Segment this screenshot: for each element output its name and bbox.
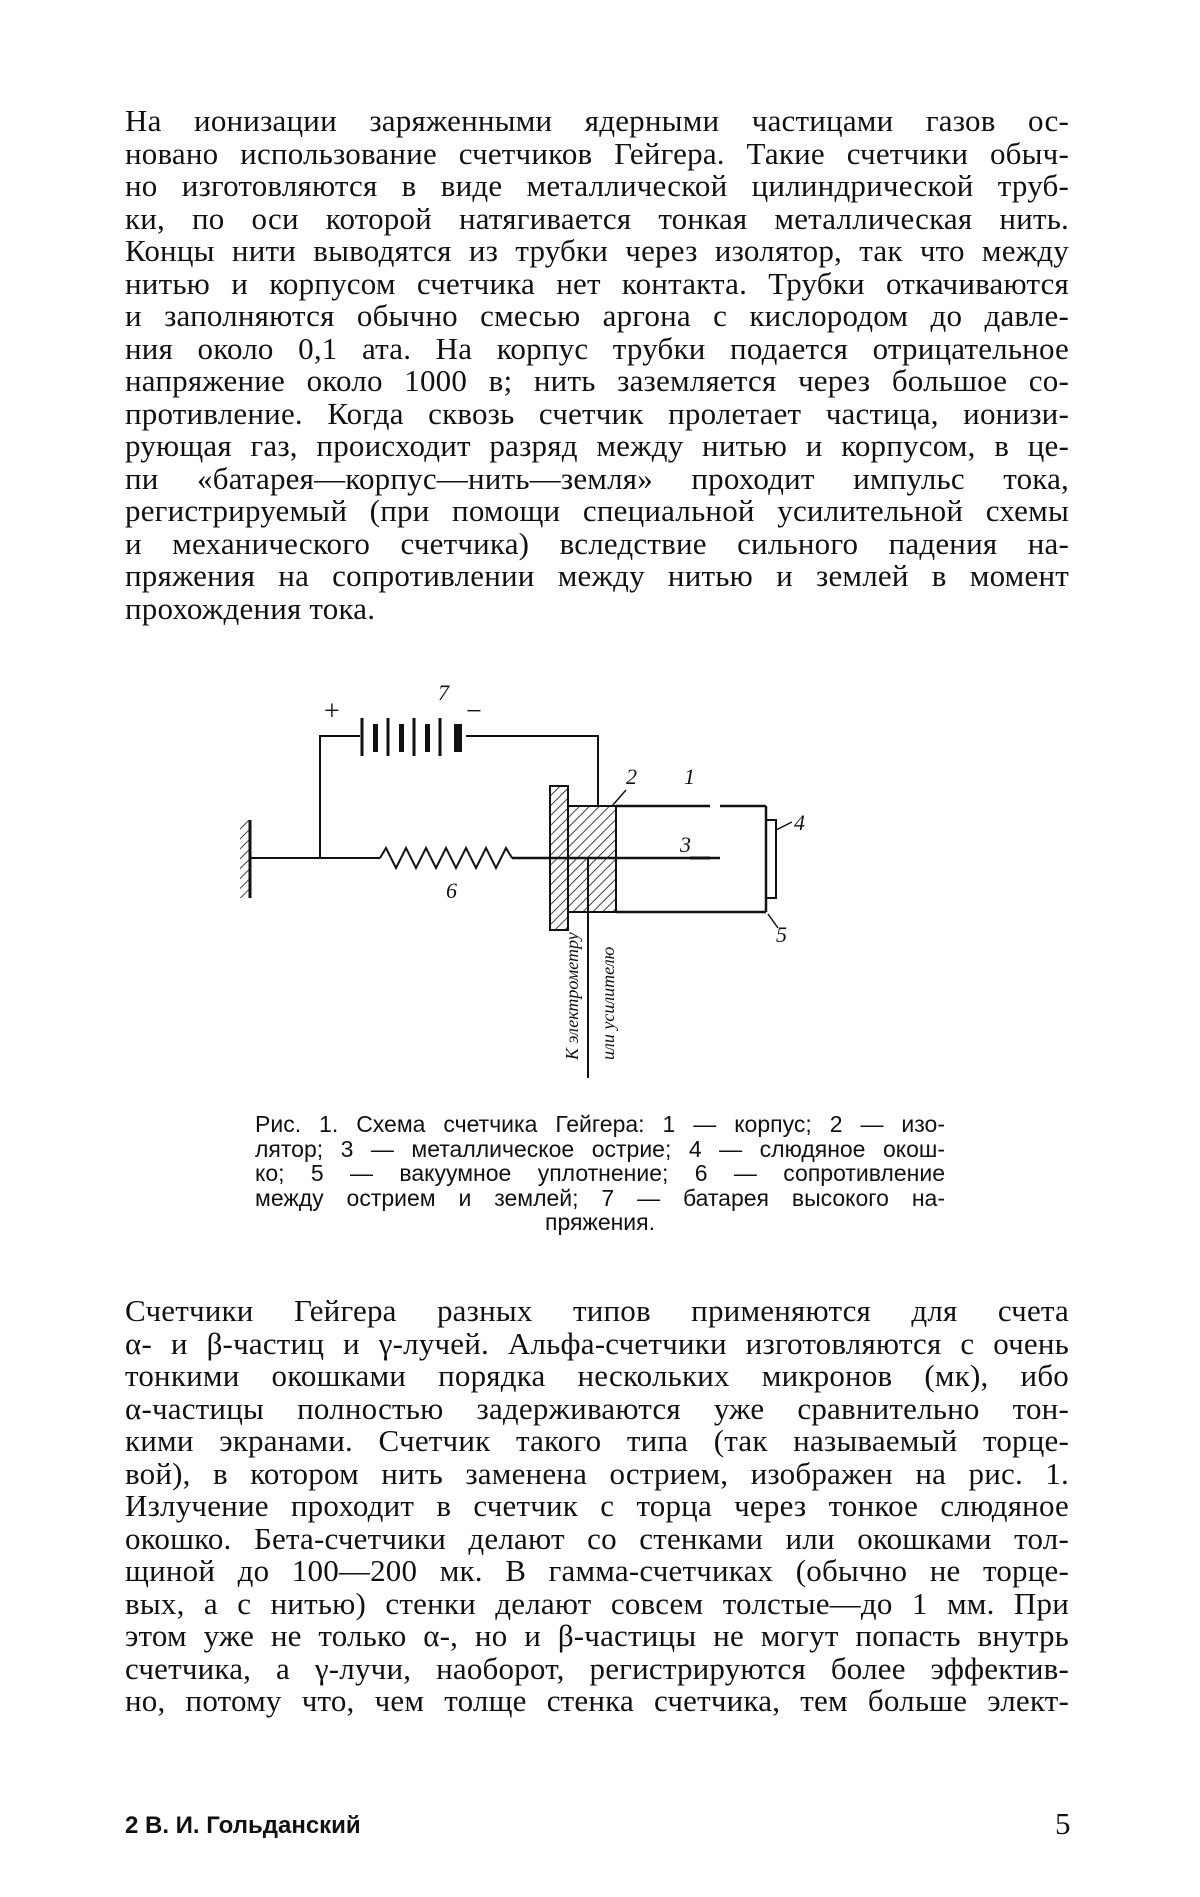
caption-line: между острием и землей; 7 — батарея высокого на-	[255, 1184, 945, 1211]
ground-symbol	[240, 820, 250, 898]
text-line: нитью и корпусом счетчика нет контакта. Трубки откачиваются	[125, 265, 1069, 301]
caption-line: лятор; 3 — металлическое острие; 4 — слюдяное окош-	[255, 1135, 945, 1162]
plus-sign: +	[324, 696, 340, 727]
page-number: 5	[1055, 1806, 1071, 1841]
label-resistor: 6	[446, 878, 457, 903]
label-window: 4	[794, 810, 805, 835]
caption-line: ко; 5 — вакуумное уплотнение; 6 — сопротивление	[255, 1160, 945, 1186]
text-line: Концы нити выводятся из трубки через изолятор, так что между	[125, 233, 1069, 268]
geiger-counter-diagram	[240, 680, 960, 1080]
text-line: пи «батарея—корпус—нить—земля» проходит импульс тока,	[125, 460, 1069, 496]
caption-line: пряжения.	[544, 1209, 655, 1235]
battery-wire	[320, 736, 360, 858]
text-line: и механического счетчика) вследствие сильного падения на-	[125, 525, 1069, 561]
figure-caption	[255, 1112, 945, 1235]
text-line: и заполняются обычно смесью аргона с кислородом до давле-	[125, 298, 1069, 333]
diagram-svg	[240, 680, 960, 1080]
lead-text-electrometer: К электрометру	[562, 932, 582, 1060]
text-line: ки, по оси которой натягивается тонкая металлическая нить.	[125, 200, 1069, 236]
text-line: прохождения тока.	[125, 590, 376, 626]
label-seal: 5	[776, 922, 787, 947]
label-body: 1	[684, 764, 695, 789]
insulator-flange	[550, 786, 568, 930]
text-line: α- и β-частиц и γ-лучей. Альфа-счетчики изготовляются с очень	[125, 1325, 1069, 1361]
text-line: тонкими окошками порядка нескольких микронов (мк), ибо	[125, 1358, 1069, 1393]
text-line: кими экранами. Счетчик такого типа (так называемый торце-	[125, 1423, 1069, 1458]
battery-wire-right	[466, 736, 598, 806]
text-line: пряжения на сопротивлении между нитью и землей в момент	[125, 558, 1069, 593]
text-line: противление. Когда сквозь счетчик пролетает частица, ионизи-	[125, 395, 1069, 431]
text-line: счетчика, а γ-лучи, наоборот, регистрируются более эффектив-	[125, 1650, 1069, 1686]
text-line: но, потому что, чем толще стенка счетчика, тем больше элект-	[125, 1683, 1069, 1718]
text-line: окошко. Бета-счетчики делают со стенками или окошками тол-	[125, 1520, 1069, 1556]
label-battery: 7	[438, 680, 449, 705]
text-line: α-частицы полностью задерживаются уже сравнительно тон-	[125, 1390, 1069, 1426]
text-line: напряжение около 1000 в; нить заземляется через большое со-	[125, 363, 1069, 398]
text-line: Излучение проходит в счетчик с торца через тонкое слюдяное	[125, 1488, 1069, 1523]
label-insulator: 2	[626, 764, 637, 789]
paragraph-geiger-intro	[125, 105, 1069, 625]
text-line: новано использование счетчиков Гейгера. Такие счетчики обыч-	[125, 135, 1069, 171]
text-line: рующая газ, происходит разряд между нитью и корпусом, в це-	[125, 428, 1069, 463]
text-line: регистрируемый (при помощи специальной усилительной схемы	[125, 493, 1069, 528]
text-line: но изготовляются в виде металлической цилиндрической труб-	[125, 168, 1069, 203]
text-line: щиной до 100—200 мк. В гамма-счетчиках (обычно не торце-	[125, 1553, 1069, 1588]
lead-text-amplifier: или усилителю	[598, 946, 618, 1060]
text-line: вой), в котором нить заменена острием, изображен на рис. 1.	[125, 1455, 1069, 1491]
resistor	[380, 848, 512, 868]
text-line: этом уже не только α-, но и β-частицы не могут попасть внутрь	[125, 1618, 1069, 1653]
label-needle: 3	[680, 832, 691, 857]
text-line: вых, а с нитью) стенки делают совсем толстые—до 1 мм. При	[125, 1585, 1069, 1621]
caption-line: Рис. 1. Схема счетчика Гейгера: 1 — корпус; 2 — изо-	[255, 1111, 945, 1137]
paragraph-counter-types	[125, 1295, 1069, 1718]
signature-mark: 2 В. И. Гольданский	[125, 1812, 361, 1839]
battery	[362, 718, 462, 756]
text-line: На ионизации заряженными ядерными частицами газов ос-	[125, 103, 1069, 138]
text-line: Счетчики Гейгера разных типов применяются для счета	[125, 1293, 1069, 1328]
minus-sign: −	[466, 696, 482, 727]
insulator	[568, 806, 616, 912]
mica-window	[766, 820, 776, 898]
text-line: ния около 0,1 ата. На корпус трубки подается отрицательное	[125, 330, 1069, 366]
